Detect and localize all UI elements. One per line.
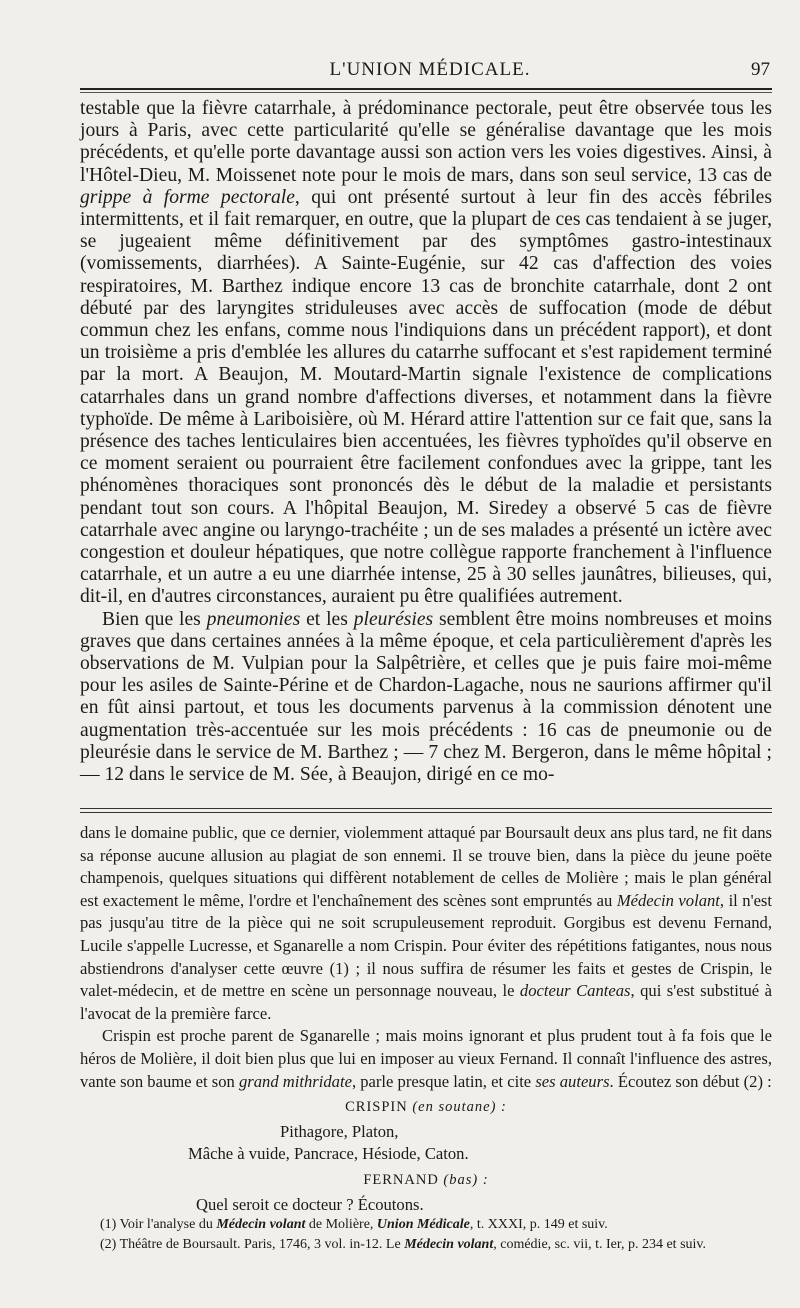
feuilleton-paragraph-1 xyxy=(80,822,772,1025)
text-run: (2) Théâtre de Boursault. Paris, 1746, 3 vol. in-12. Le xyxy=(100,1237,405,1252)
text-run: et les xyxy=(300,608,354,630)
running-title: L'UNION MÉDICALE. xyxy=(329,59,531,80)
footnote-2 xyxy=(80,1235,772,1255)
text-run: de Molière, xyxy=(305,1217,377,1232)
main-paragraph-2 xyxy=(80,609,772,787)
text-run: , qui s'est substitué à l'avocat de la première farce. xyxy=(80,981,772,1023)
speaker-fernand xyxy=(80,1169,772,1192)
text-run: Crispin est proche parent de Sganarelle ; mais moins ignorant et plus prudent tout à fa fois que le héros de Molière, il doit bien plus que lui en imposer au vieux Fernand. Il connaît l'influence des astres, vante son baume et son xyxy=(80,1026,772,1091)
text-run: testable que la fièvre catarrhale, à prédominance pectorale, peut être observée tous les jours à Paris, avec cette particularité qu'elle se généralise davantage que les mois précédents, et qu'elle porte davantage aussi son action vers les voies digestives. Ainsi, à l'Hôtel-Dieu, M. Moissenet note pour le mois de mars, dans son seul service, 13 cas de xyxy=(80,98,772,186)
main-paragraph-1 xyxy=(80,98,772,609)
text-run: Bien que les xyxy=(102,608,207,630)
running-head xyxy=(80,57,780,87)
italic-term: pneumonies xyxy=(206,608,301,630)
italic-term: docteur Canteas xyxy=(519,981,631,1001)
footnote-1 xyxy=(80,1215,772,1235)
verse-line-1: Pithagore, Platon, xyxy=(280,1121,399,1141)
text-run: , comédie, sc. vii, t. Ier, p. 234 et suiv. xyxy=(493,1237,706,1252)
feuilleton-separator xyxy=(80,808,772,809)
italic-term: grand mithridate xyxy=(239,1071,352,1091)
page-number: 97 xyxy=(751,59,770,80)
italic-term: ses auteurs xyxy=(535,1071,610,1091)
feuilleton-column xyxy=(80,822,772,1216)
text-run: dans le domaine public, que ce dernier, violemment attaqué par Boursault deux ans plus tard, ne fit dans sa réponse aucune allusion au plagiat de son ennemi. Il se trouve bien, dans la pièce du jeune poëte champenois, quelques situations qui diffèrent notablement de celles de Molière ; mais le plan général est exactement le même, l'ordre et l'enchaînement des scènes sont empruntés au xyxy=(80,823,772,910)
text-run: semblent être moins nombreuses et moins graves que dans certaines années à la même époque, et cela particulièrement d'après les observations de M. Vulpian pour la Salpêtrière, et celles que je puis faire moi-même pour les asiles de Sainte-Périne et de Chardon-Lagache, nous ne saurions affirmer qu'il en fût ainsi partout, et tous les documents parvenus à la commission dénotent une augmentation très-accentuée sur les mois précédents : 16 cas de pneumonie ou de pleurésie dans le service de M. Barthez ; — 7 chez M. Bergeron, dans le même hôpital ; — 12 dans le service de M. Sée, à Beaujon, dirigé en ce mo- xyxy=(80,608,772,786)
footnotes xyxy=(80,1215,772,1255)
text-run: (1) Voir l'analyse du xyxy=(100,1217,217,1232)
italic-title: Union Médicale xyxy=(376,1217,470,1232)
header-rule-thin xyxy=(80,92,772,93)
italic-title: Médecin volant xyxy=(616,890,720,910)
feuilleton-separator-thin xyxy=(80,812,772,813)
speaker-crispin xyxy=(80,1096,772,1119)
text-run: . Écoutez son début (2) : xyxy=(609,1071,772,1091)
text-run: , t. XXXI, p. 149 et suiv. xyxy=(469,1217,608,1232)
italic-term: grippe à forme pectorale xyxy=(80,186,295,208)
stage-direction: (bas) : xyxy=(443,1171,489,1188)
text-run: , il n'est pas jusqu'au titre de la pièce qui ne soit scrupuleusement reproduit. Gorgibus est devenu Fernand, Lucile s'appelle Lucresse, et Sganarelle a nom Crispin. Pour éviter des répétitions fatigantes, nous nous abstiendrons d'analyser cette œuvre (1) ; il nous suffira de résumer les faits et gestes de Crispin, le valet-médecin, et de mettre en scène un personnage nouveau, le xyxy=(80,890,773,1001)
text-run: , parle presque latin, et cite xyxy=(351,1071,536,1091)
feuilleton-paragraph-2 xyxy=(80,1025,772,1093)
header-rule xyxy=(80,88,772,90)
italic-term: pleurésies xyxy=(353,608,434,630)
verse-line-3: Quel seroit ce docteur ? Écoutons. xyxy=(196,1194,424,1214)
text-run: , qui ont présenté surtout à leur fin des accès fébriles intermittents, et il fait remarquer, en outre, que la plupart de ces cas tendaient à se juger, se jugeaient même définitivement par des symptômes gastro-intestinaux (vomissements, diarrhées). A Sainte-Eugénie, sur 42 cas d'affection des voies respiratoires, M. Barthez indique encore 13 cas de bronchite catarrhale, dont 2 ont débuté par des laryngites striduleuses avec accès de suffocation (mode de début commun chez les enfans, comme nous l'indiquions dans un précédent rapport), et dont un troisième a pris d'emblée les allures du catarrhe suffocant et s'est rapidement terminé par la mort. A Beaujon, M. Moutard-Martin signale l'existence de complications catarrhales dans un grand nombre d'affections diverses, et notamment dans la fièvre typhoïde. De même à Lariboisière, où M. Hérard attire l'attention sur ce fait que, sans la présence des taches lenticulaires bien accentuées, les fièvres typhoïdes qu'il observe en ce moment seraient ou pourraient être facilement confondues avec la grippe, tant les phénomènes thoraciques sont prononcés dès le début de la maladie et persistants pendant tout son cours. A l'hôpital Beaujon, M. Siredey a observé 5 cas de fièvre catarrhale avec angine ou laryngo-trachéite ; un de ses malades a présenté un ictère avec congestion et douleur hépatiques, que notre collègue rapporte franchement à l'influence catarrhale, et un autre a eu une diarrhée intense, 25 à 30 selles jaunâtres, bilieuses, qui, dit-il, en d'autres circonstances, auraient pu être qualifiées autrement. xyxy=(80,186,772,608)
verse-line-2: Mâche à vuide, Pancrace, Hésiode, Caton. xyxy=(188,1144,469,1164)
italic-title: Médecin volant xyxy=(216,1217,306,1232)
main-text-column xyxy=(80,98,772,786)
stage-direction: (en soutane) : xyxy=(412,1099,507,1116)
italic-title: Médecin volant xyxy=(404,1237,494,1252)
speaker-name: CRISPIN xyxy=(345,1099,408,1116)
speaker-name: FERNAND xyxy=(363,1171,439,1188)
